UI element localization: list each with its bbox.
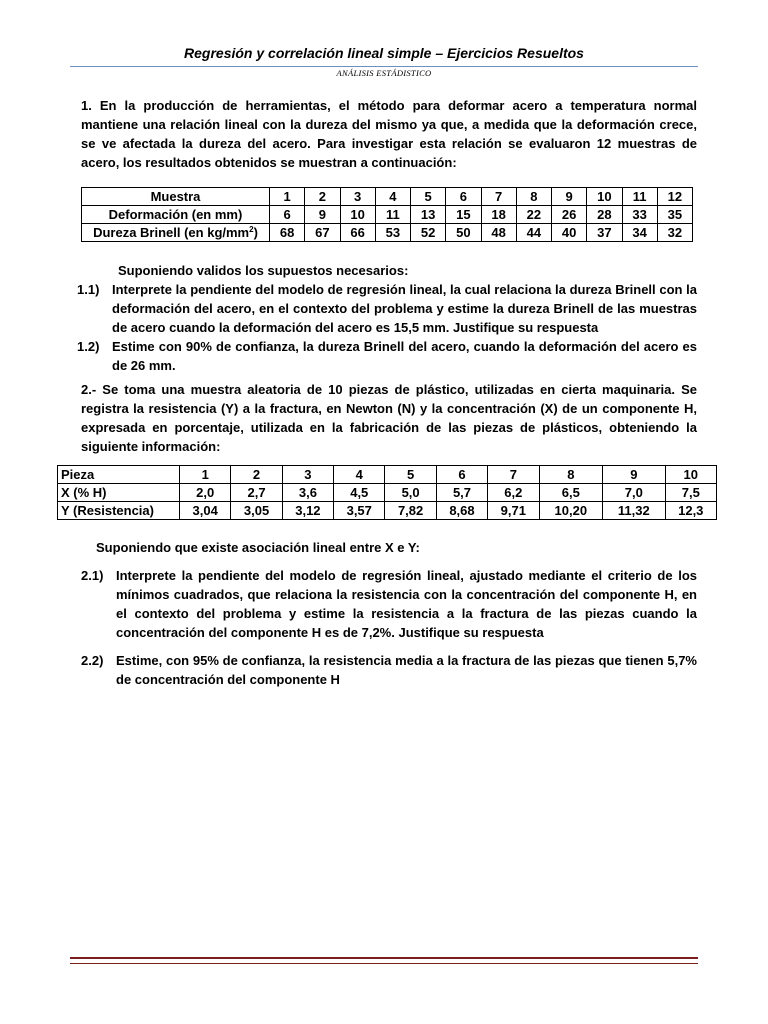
table-row [82,206,693,224]
table-cell-deformacion: 26 [552,206,587,224]
table-cell-dureza: 68 [270,224,305,242]
table-cell-dureza: 66 [340,224,375,242]
problem-2-statement: 2.- Se toma una muestra aleatoria de 10 piezas de plástico, utilizadas en cierta maquinaria. Se registra la resistencia (Y) a la fractura, en Newton (N) y la concentración (X) de un componente H, expresada en porcentaje, utilizada en la fabricación de las piezas de plásticos, obteniendo la siguiente información: [81,382,697,454]
table-cell-y: 9,71 [488,502,539,520]
table-cell-y: 10,20 [539,502,603,520]
table-row [58,484,717,502]
question-number: 2.2) [81,653,104,668]
table-cell-pieza: 6 [436,466,487,484]
question-2-1 [81,566,697,642]
table-cell-muestra: 10 [587,188,622,206]
table-row [82,188,693,206]
plastic-data-table [57,465,717,520]
table-cell-muestra: 8 [516,188,551,206]
table-cell-muestra: 11 [622,188,657,206]
table-cell-y: 3,57 [334,502,385,520]
table-cell-x: 3,6 [282,484,333,502]
table-cell-y: 8,68 [436,502,487,520]
table-cell-deformacion: 6 [270,206,305,224]
problem-1-text: En la producción de herramientas, el método para deformar acero a temperatura normal mantiene una relación lineal con la dureza del mismo ya que, a medida que la deformación crece, se ve afectada la dureza del acero. Para investigar esta relación se evaluaron 12 muestras de acero, los resultados obtenidos se muestran a continuación: [81,98,697,170]
table-cell-muestra: 5 [411,188,446,206]
table-cell-pieza: 4 [334,466,385,484]
page-header-title: Regresión y correlación lineal simple – Ejercicios Resueltos [184,45,584,61]
table-cell-dureza: 40 [552,224,587,242]
question-2-2 [81,651,697,689]
table-cell-x: 5,7 [436,484,487,502]
table-cell-deformacion: 13 [411,206,446,224]
table-row [58,502,717,520]
question-number: 1.2) [77,339,100,354]
question-1-1 [77,280,697,337]
table-cell-x: 2,0 [180,484,231,502]
table-cell-y: 11,32 [603,502,665,520]
table-row [82,224,693,242]
header-divider [70,66,698,67]
table-cell-muestra: 6 [446,188,481,206]
page-header-subtitle: ANÁLISIS ESTÁDISTICO [336,68,432,78]
table-cell-pieza: 7 [488,466,539,484]
table-cell-deformacion: 15 [446,206,481,224]
table-cell-y: 7,82 [385,502,436,520]
row-label-y: Y (Resistencia) [58,502,180,520]
table-cell-muestra: 9 [552,188,587,206]
table-cell-dureza: 52 [411,224,446,242]
table-cell-x: 2,7 [231,484,282,502]
table-cell-x: 5,0 [385,484,436,502]
table-cell-deformacion: 28 [587,206,622,224]
question-1-2 [77,337,697,375]
row-label-x: X (% H) [58,484,180,502]
table-cell-pieza: 9 [603,466,665,484]
table-cell-deformacion: 9 [305,206,340,224]
problem-1-number: 1. [81,98,92,113]
table-cell-dureza: 37 [587,224,622,242]
table-cell-dureza: 34 [622,224,657,242]
problem-1-assumption: Suponiendo validos los supuestos necesarios: [118,263,409,278]
table-cell-muestra: 12 [657,188,692,206]
table-cell-deformacion: 22 [516,206,551,224]
table-cell-x: 7,0 [603,484,665,502]
table-cell-x: 6,2 [488,484,539,502]
steel-data-table [81,187,693,242]
row-label-deformacion: Deformación (en mm) [82,206,270,224]
table-cell-y: 12,3 [665,502,716,520]
question-number: 1.1) [77,282,100,297]
question-number: 2.1) [81,568,104,583]
table-cell-pieza: 5 [385,466,436,484]
row-label-dureza: Dureza Brinell (en $kg/mm^2$) [82,224,270,242]
table-cell-x: 6,5 [539,484,603,502]
question-text: Interprete la pendiente del modelo de regresión lineal, la cual relaciona la dureza Brinell con la deformación del acero, en el contexto del problema y estime la dureza Brinell de las muestras de acero cuando la deformación del acero es 15,5 mm. Justifique su respuesta [112,282,697,335]
table-cell-y: 3,12 [282,502,333,520]
footer-divider [70,957,698,964]
table-cell-muestra: 4 [375,188,410,206]
table-cell-pieza: 10 [665,466,716,484]
table-cell-deformacion: 10 [340,206,375,224]
table-cell-dureza: 67 [305,224,340,242]
table-cell-muestra: 1 [270,188,305,206]
question-text: Estime con 90% de confianza, la dureza Brinell del acero, cuando la deformación del acero es de 26 mm. [112,339,697,373]
table-cell-dureza: 32 [657,224,692,242]
table-cell-x: 7,5 [665,484,716,502]
table-cell-dureza: 50 [446,224,481,242]
table-cell-deformacion: 35 [657,206,692,224]
table-cell-pieza: 2 [231,466,282,484]
table-cell-deformacion: 11 [375,206,410,224]
table-cell-dureza: 48 [481,224,516,242]
question-text: Interprete la pendiente del modelo de regresión lineal, ajustado mediante el criterio de los mínimos cuadrados, que relaciona la resistencia con la concentración del componente H, en el contexto del problema y estime la resistencia a la fractura de las piezas cuando la concentración del componente H es de 7,2%. Justifique su respuesta [116,568,697,640]
document-body [61,96,704,689]
row-label-pieza: Pieza [58,466,180,484]
table-row [58,466,717,484]
table-cell-muestra: 7 [481,188,516,206]
table-cell-muestra: 2 [305,188,340,206]
problem-2-assumption: Suponiendo que existe asociación lineal entre X e Y: [96,540,420,555]
table-cell-pieza: 1 [180,466,231,484]
table-cell-y: 3,05 [231,502,282,520]
table-cell-deformacion: 18 [481,206,516,224]
problem-1-statement [81,96,697,172]
table-cell-dureza: 44 [516,224,551,242]
table-cell-y: 3,04 [180,502,231,520]
table-cell-deformacion: 33 [622,206,657,224]
table-cell-pieza: 8 [539,466,603,484]
table-cell-muestra: 3 [340,188,375,206]
row-label-muestra: Muestra [82,188,270,206]
table-cell-dureza: 53 [375,224,410,242]
table-cell-x: 4,5 [334,484,385,502]
table-cell-pieza: 3 [282,466,333,484]
question-text: Estime, con 95% de confianza, la resistencia media a la fractura de las piezas que tienen 5,7% de concentración del componente H [116,653,697,687]
